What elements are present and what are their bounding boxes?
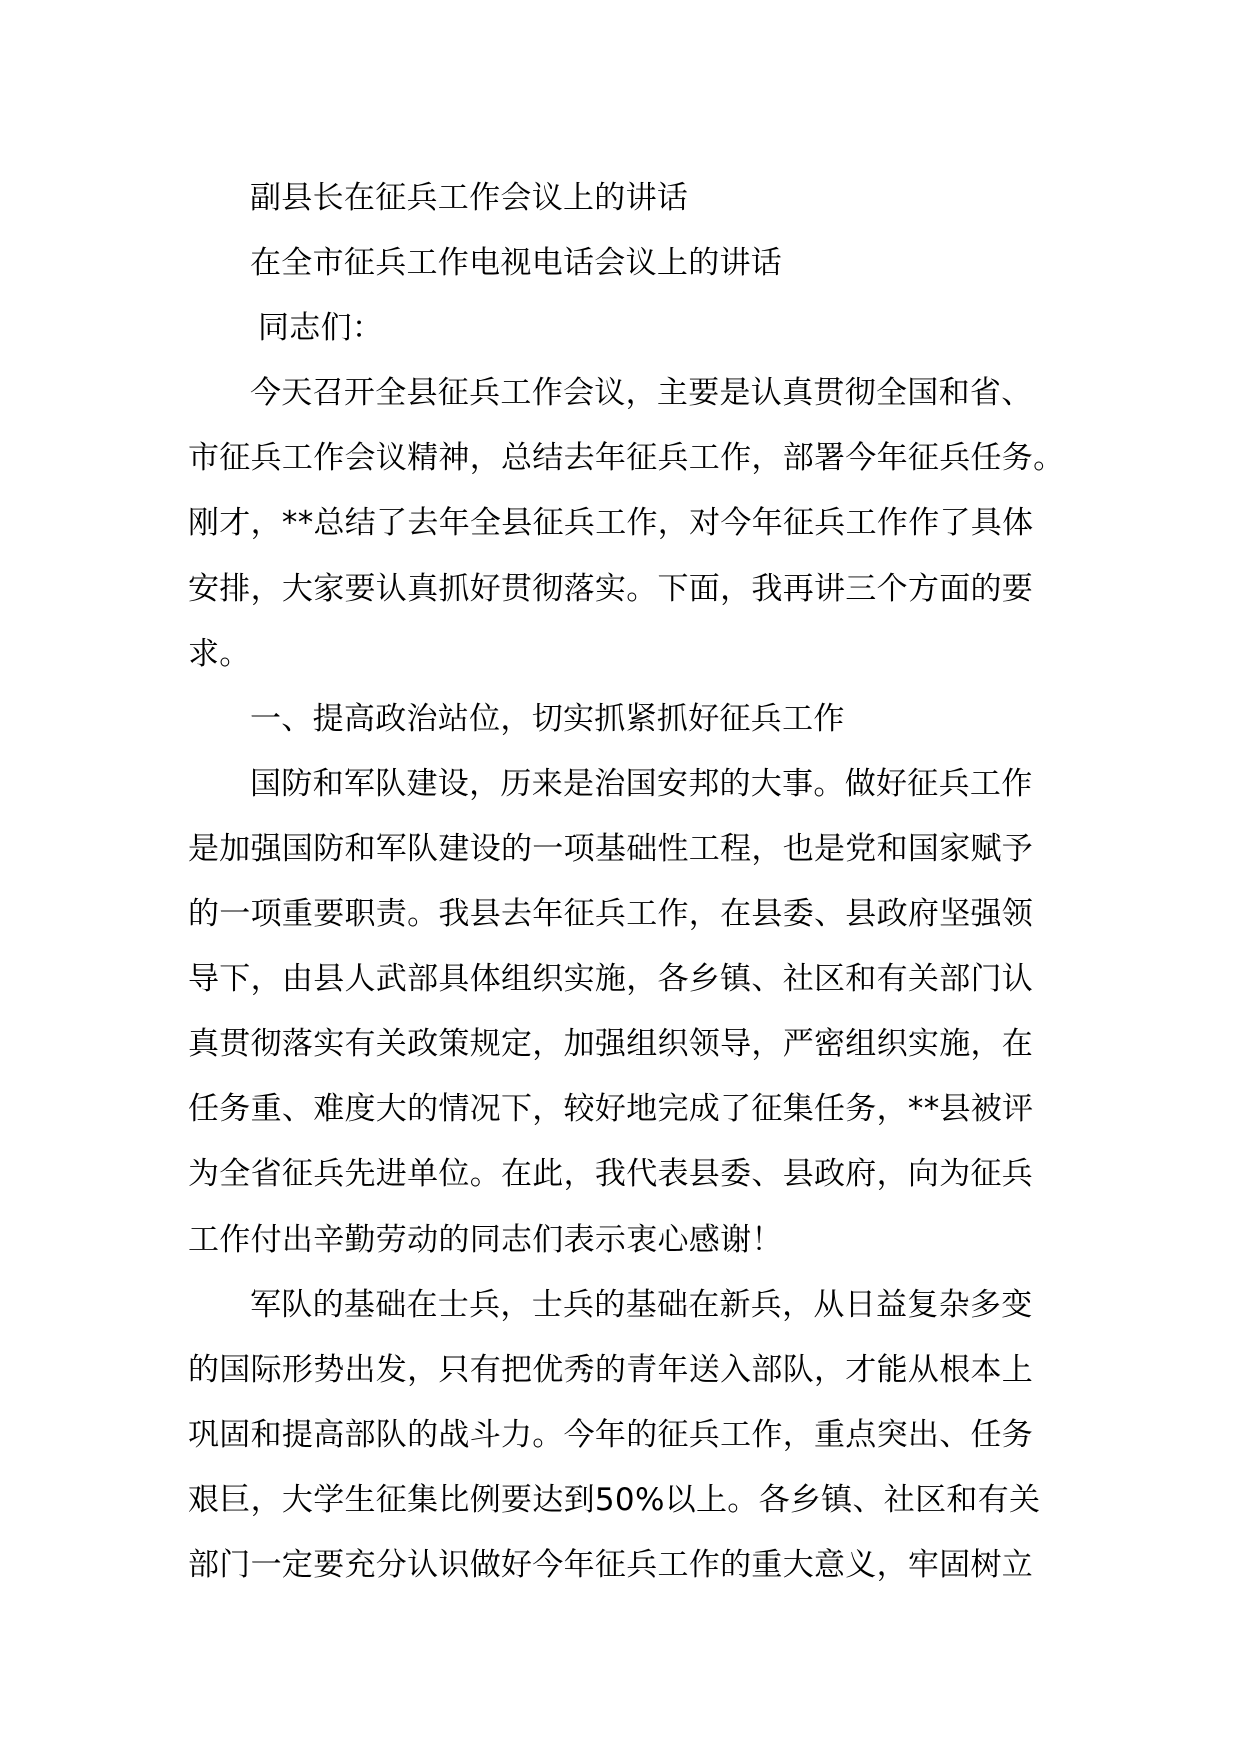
document-subtitle: 在全市征兵工作电视电话会议上的讲话 bbox=[250, 245, 783, 282]
paragraph-line: 导下，由县人武部具体组织实施，各乡镇、社区和有关部门认 bbox=[188, 961, 1034, 998]
paragraph-line: 为全省征兵先进单位。在此，我代表县委、县政府，向为征兵 bbox=[188, 1156, 1034, 1193]
salutation: 同志们： bbox=[258, 310, 384, 347]
paragraph-line: 真贯彻落实有关政策规定，加强组织领导，严密组织实施，在 bbox=[188, 1026, 1034, 1063]
paragraph-line: 今天召开全县征兵工作会议，主要是认真贯彻全国和省、 bbox=[250, 375, 1033, 412]
paragraph-line: 求。 bbox=[188, 635, 251, 672]
paragraph-line: 艰巨，大学生征集比例要达到50%以上。各乡镇、社区和有关 bbox=[188, 1481, 1041, 1518]
paragraph-line: 是加强国防和军队建设的一项基础性工程，也是党和国家赋予 bbox=[188, 830, 1034, 867]
paragraph-line: 部门一定要充分认识做好今年征兵工作的重大意义，牢固树立 bbox=[188, 1546, 1034, 1583]
document-title: 副县长在征兵工作会议上的讲话 bbox=[250, 180, 689, 216]
paragraph-line: 市征兵工作会议精神，总结去年征兵工作，部署今年征兵任务。 bbox=[188, 440, 1065, 477]
paragraph-line: 工作付出辛勤劳动的同志们表示衷心感谢！ bbox=[188, 1221, 783, 1258]
paragraph-line: 的一项重要职责。我县去年征兵工作，在县委、县政府坚强领 bbox=[188, 896, 1034, 933]
paragraph-line: 国防和军队建设，历来是治国安邦的大事。做好征兵工作 bbox=[250, 765, 1033, 802]
paragraph-line: 任务重、难度大的情况下，较好地完成了征集任务，**县被评 bbox=[188, 1091, 1034, 1128]
paragraph-line: 巩固和提高部队的战斗力。今年的征兵工作，重点突出、任务 bbox=[188, 1416, 1034, 1453]
paragraph-line: 安排，大家要认真抓好贯彻落实。下面，我再讲三个方面的要 bbox=[188, 570, 1034, 607]
section-heading: 一、提高政治站位，切实抓紧抓好征兵工作 bbox=[250, 700, 845, 737]
document-body bbox=[188, 166, 1068, 1598]
paragraph-line: 刚才，**总结了去年全县征兵工作，对今年征兵工作作了具体 bbox=[188, 505, 1034, 542]
paragraph-line: 军队的基础在士兵，士兵的基础在新兵，从日益复杂多变 bbox=[250, 1286, 1033, 1323]
paragraph-line: 的国际形势出发，只有把优秀的青年送入部队，才能从根本上 bbox=[188, 1351, 1034, 1388]
